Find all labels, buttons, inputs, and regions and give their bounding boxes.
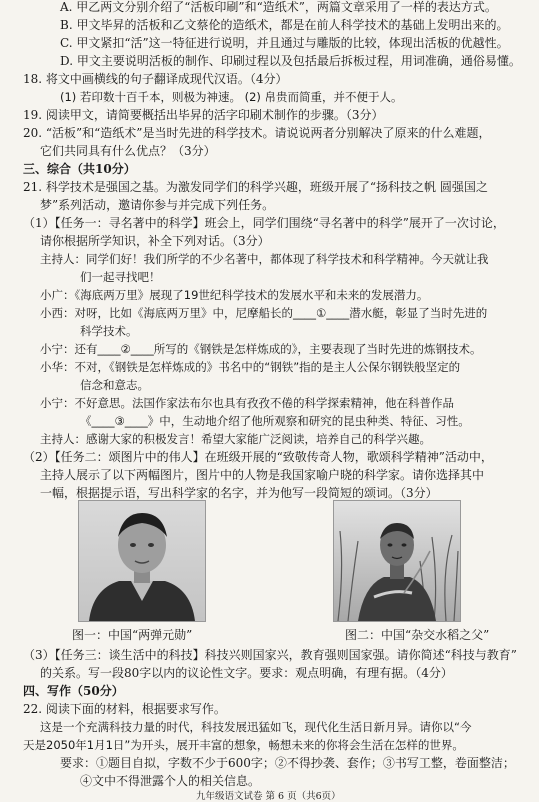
task-2: （2）【任务二：颂图片中的伟人】在班级开展的“致敬传奇人物，歌颂科学精神”活动中， <box>23 450 493 464</box>
option-d: D. 甲文主要说明活板的制作、印刷过程以及包括最后拆板过程，用词准确，通俗易懂。 <box>60 54 521 68</box>
dialogue-xiaoning-2-cont: 《____③____》中，生动地介绍了他所观察和研究的昆虫种类、特征、习性。 <box>80 414 470 428</box>
dialogue-xiaoning-2: 小宁：不好意思。法国作家法布尔也具有孜孜不倦的科学探索精神，他在科普作品 <box>40 396 454 410</box>
dialogue-xiaoxi-cont: 科学技术。 <box>80 324 138 338</box>
task-2-cont-1: 主持人展示了以下两幅图片，图片中的人物是我国家喻户晓的科学家。请你选择其中 <box>40 468 485 482</box>
question-18-sentences: (1) 若印数十百千本，则极为神速。 (2) 帛贵而简重，并不便于人。 <box>60 90 403 104</box>
task-3-cont: 的关系。写一段80字以内的议论性文字。要求：观点明确，有理有据。（4分） <box>40 666 453 680</box>
material-line-1: 这是一个充满科技力量的时代，科技发展迅猛如飞，现代化生活日新月异。请你以“今 <box>40 720 472 734</box>
question-18: 18. 将文中画横线的句子翻译成现代汉语。（4分） <box>23 72 288 86</box>
dialogue-host-1-cont: 们一起寻找吧！ <box>80 270 161 284</box>
caption-figure-1: 图一：中国“两弹元勋” <box>72 628 193 642</box>
dialogue-xiaohua: 小华：不对，《钢铁是怎样炼成的》书名中的“钢铁”指的是主人公保尔钢铁般坚定的 <box>40 360 461 374</box>
caption-figure-2: 图二：中国“杂交水稻之父” <box>345 628 490 642</box>
section-3-heading: 三、综合（共10分） <box>23 162 136 176</box>
portrait-figure-icon <box>79 501 205 621</box>
question-21-cont: 梦”系列活动，邀请你参与并完成下列任务。 <box>40 198 275 212</box>
task-1-cont: 请你根据所学知识，补全下列对话。（3分） <box>40 234 270 248</box>
photo-liang-dan-yuan-xun <box>78 500 206 622</box>
task-3: （3）【任务三：谈生活中的科技】科技兴则国家兴，教育强则国家强。请你简述“科技与教育” <box>23 648 517 662</box>
task-1: （1）【任务一：寻名著中的科学】班会上，同学们围绕“寻名著中的科学”展开了一次讨论， <box>23 216 505 230</box>
question-20-cont: 它们共同具有什么优点？（3分） <box>40 144 216 158</box>
rice-field-figure-icon <box>334 501 460 621</box>
question-21: 21. 科学技术是强国之基。为激发同学们的科学兴趣，班级开展了“扬科技之帆 圆强国之 <box>23 180 488 194</box>
requirements-line-1: 要求：①题目自拟，字数不少于600字；②不得抄袭、套作；③书写工整，卷面整洁； <box>60 756 515 770</box>
dialogue-xiaohua-cont: 信念和意志。 <box>80 378 149 392</box>
option-b: B. 甲文毕昇的活板和乙文蔡伦的造纸术，都是在前人科学技术的基础上发明出来的。 <box>60 18 509 32</box>
page-footer: 九年级语文试卷 第 6 页（共6页） <box>196 791 341 802</box>
requirements-line-2: ④文中不得泄露个人的相关信息。 <box>80 774 261 788</box>
photo-za-jiao-shui-dao <box>333 500 461 622</box>
dialogue-xiaoguang: 小广：《海底两万里》展现了19世纪科学技术的发展水平和未来的发展潜力。 <box>40 288 429 302</box>
material-line-2: 天是2050年1月1日”为开头，展开丰富的想象，畅想未来的你将会生活在怎样的世界。 <box>23 738 464 752</box>
option-c: C. 甲文紧扣“活”这一特征进行说明，并且通过与雕版的比较，体现出活板的优越性。 <box>60 36 509 50</box>
task-2-cont-2: 一幅，根据提示语，写出科学家的名字，并为他写一段简短的颂词。（3分） <box>40 486 438 500</box>
dialogue-host-2: 主持人：感谢大家的积极发言！希望大家能广泛阅读，培养自己的科学兴趣。 <box>40 432 431 446</box>
dialogue-host-1: 主持人：同学们好！我们所学的不少名著中，都体现了科学技术和科学精神。今天就让我 <box>40 252 489 266</box>
question-22: 22. 阅读下面的材料，根据要求写作。 <box>23 702 226 716</box>
dialogue-xiaoning-1: 小宁：还有____②____所写的《钢铁是怎样炼成的》，主要表现了当时先进的炼钢技术。 <box>40 342 482 356</box>
question-19: 19. 阅读甲文，请简要概括出毕昇的活字印刷术制作的步骤。（3分） <box>23 108 384 122</box>
dialogue-xiaoxi: 小西：对呀，比如《海底两万里》中，尼摩船长的____①____潜水艇，彰显了当时先进的 <box>40 306 488 320</box>
question-20: 20. “活板”和“造纸术”是当时先进的科学技术。请说说两者分别解决了原来的什么难题， <box>23 126 491 140</box>
section-4-heading: 四、写作（50分） <box>23 684 124 698</box>
option-a: A. 甲乙两文分别介绍了“活板印刷”和“造纸术”，两篇文章采用了一样的表达方式。 <box>60 0 497 14</box>
